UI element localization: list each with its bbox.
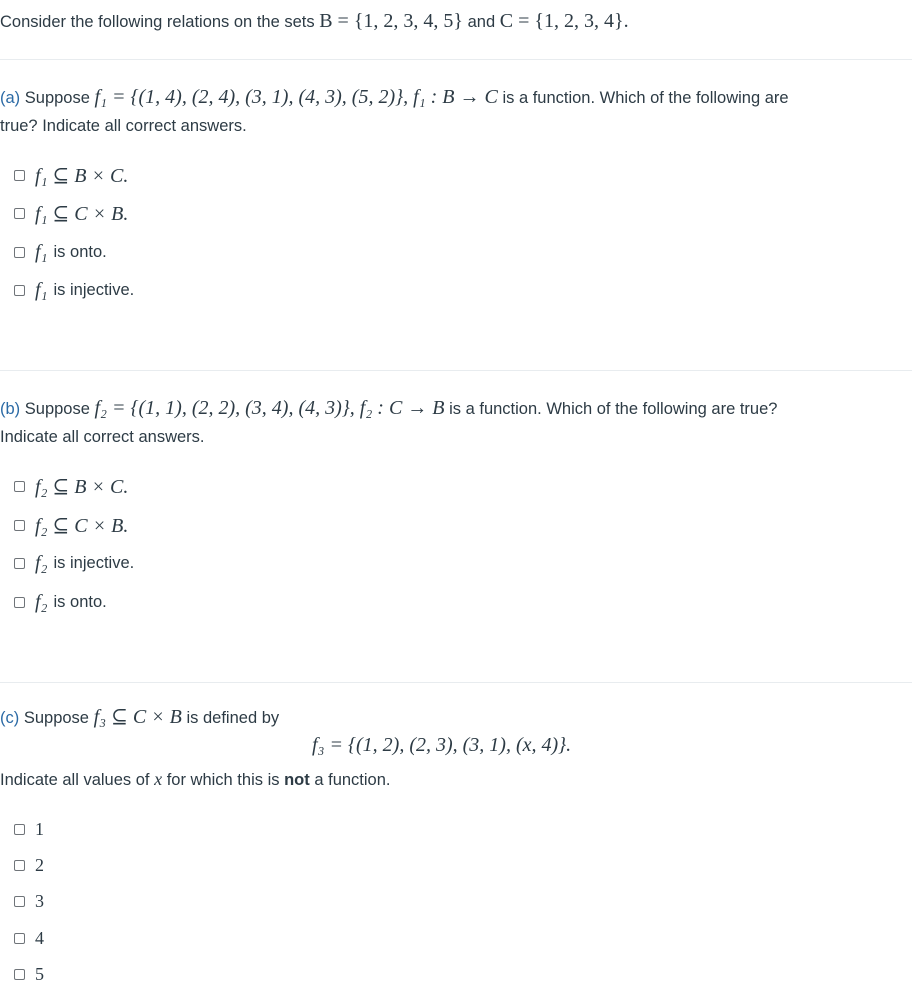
part-c-equation: f₃ = {(1, 2), (2, 3), (3, 1), (x, 4)}. — [312, 734, 572, 756]
part-b-option-4[interactable] — [14, 589, 107, 615]
option-math: f₁ — [35, 278, 48, 301]
checkbox[interactable] — [14, 860, 25, 871]
divider — [0, 682, 912, 683]
part-b-text1: is a function. Which of the following are true? — [449, 400, 778, 418]
checkbox[interactable] — [14, 896, 25, 907]
divider — [0, 370, 912, 371]
instruction-pre: Indicate all values of — [0, 771, 150, 789]
part-a-text2: true? Indicate all correct answers. — [0, 117, 247, 135]
checkbox[interactable] — [14, 208, 25, 219]
part-a-text1: is a function. Which of the following are — [502, 89, 789, 107]
part-c-question — [0, 703, 900, 732]
variable-x: x — [154, 769, 163, 789]
checkbox[interactable] — [14, 558, 25, 569]
instruction-not: not — [284, 771, 310, 789]
intro-prefix: Consider the following relations on the sets — [0, 13, 315, 31]
part-c-option-5[interactable] — [14, 961, 44, 987]
part-a-question — [0, 83, 900, 140]
option-math: f₁ — [35, 240, 48, 263]
option-math: f₂ — [35, 551, 48, 574]
part-b-question — [0, 394, 900, 451]
part-a-definition: f₁ = {(1, 4), (2, 4), (3, 1), (4, 3), (5, 2)}, f₁ : B → C — [94, 86, 498, 108]
divider — [0, 59, 912, 60]
option-math: f₂ ⊆ C × B. — [35, 514, 129, 537]
option-value: 4 — [35, 927, 44, 948]
part-a-option-3[interactable] — [14, 239, 107, 265]
option-value: 1 — [35, 818, 44, 839]
instruction-post: a function. — [314, 771, 391, 789]
part-b-option-1[interactable] — [14, 473, 128, 499]
option-math: f₁ ⊆ B × C. — [35, 164, 129, 187]
part-c-option-4[interactable] — [14, 925, 44, 951]
option-math: f₂ — [35, 590, 48, 613]
part-c-label: (c) — [0, 709, 20, 727]
part-a-label: (a) — [0, 89, 21, 107]
part-b-definition: f₂ = {(1, 1), (2, 2), (3, 4), (4, 3)}, f₂ : C → B — [94, 397, 445, 419]
checkbox[interactable] — [14, 481, 25, 492]
checkbox[interactable] — [14, 824, 25, 835]
part-c-option-2[interactable] — [14, 852, 44, 878]
part-a-option-4[interactable] — [14, 277, 134, 303]
set-b-math: B = {1, 2, 3, 4, 5} — [319, 10, 464, 32]
part-c-definition: f₃ ⊆ C × B — [93, 706, 182, 728]
checkbox[interactable] — [14, 597, 25, 608]
part-b-option-3[interactable] — [14, 550, 134, 576]
checkbox[interactable] — [14, 170, 25, 181]
option-value: 5 — [35, 963, 44, 984]
part-c-instruction — [0, 769, 390, 790]
part-c-suppose: Suppose — [23, 709, 89, 727]
option-value: 3 — [35, 890, 44, 911]
part-b-label: (b) — [0, 400, 21, 418]
option-math: f₂ ⊆ B × C. — [35, 475, 129, 498]
option-value: 2 — [35, 854, 44, 875]
checkbox[interactable] — [14, 520, 25, 531]
part-a-option-2[interactable] — [14, 200, 128, 226]
part-b-option-2[interactable] — [14, 512, 128, 538]
part-a-option-1[interactable] — [14, 162, 128, 188]
part-b-suppose: Suppose — [24, 400, 90, 418]
option-text: is onto. — [53, 242, 107, 261]
option-text: is onto. — [53, 592, 107, 611]
checkbox[interactable] — [14, 969, 25, 980]
part-c-option-1[interactable] — [14, 816, 44, 842]
checkbox[interactable] — [14, 285, 25, 296]
intro-sentence — [0, 10, 629, 33]
option-text: is injective. — [53, 280, 135, 299]
instruction-mid: for which this is — [166, 771, 280, 789]
part-c-text1: is defined by — [186, 709, 280, 727]
part-a-suppose: Suppose — [24, 89, 90, 107]
set-c-math: C = {1, 2, 3, 4}. — [499, 10, 629, 32]
part-b-text2: Indicate all correct answers. — [0, 428, 205, 446]
checkbox[interactable] — [14, 933, 25, 944]
option-text: is injective. — [53, 553, 135, 572]
option-math: f₁ ⊆ C × B. — [35, 202, 129, 225]
intro-and: and — [467, 13, 496, 31]
part-c-option-3[interactable] — [14, 888, 44, 914]
checkbox[interactable] — [14, 247, 25, 258]
